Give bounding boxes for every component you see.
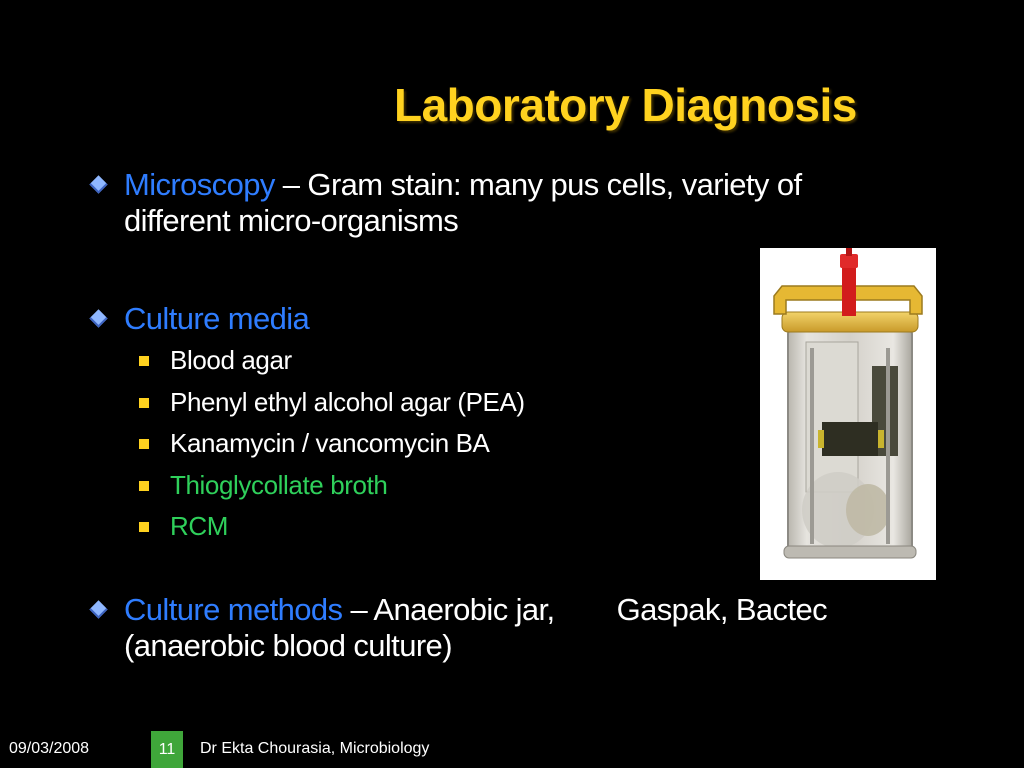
bullet-line xyxy=(124,592,827,628)
sub-item-thioglycollate xyxy=(139,470,387,500)
sub-item-label: Phenyl ethyl alcohol agar (PEA) xyxy=(170,387,525,417)
slide-title: Laboratory Diagnosis xyxy=(394,79,857,131)
diamond-bullet-icon xyxy=(89,309,107,327)
square-bullet-icon xyxy=(139,439,149,449)
diamond-bullet-icon xyxy=(89,600,107,618)
sub-item-label: Thioglycollate broth xyxy=(170,470,388,500)
square-bullet-icon xyxy=(139,481,149,491)
footer-author: Dr Ekta Chourasia, Microbiology xyxy=(200,740,430,757)
bullet-culture-methods xyxy=(92,592,827,664)
bullet-rest-right: Gaspak, Bactec xyxy=(616,592,828,627)
bullet-text xyxy=(124,592,827,664)
bullet-culture-media xyxy=(92,301,309,337)
slide-number: 11 xyxy=(151,731,183,768)
diamond-bullet-icon xyxy=(89,175,107,193)
bullet-continuation: different micro-organisms xyxy=(124,203,459,238)
bullet-line xyxy=(124,167,801,203)
square-bullet-icon xyxy=(139,356,149,366)
bullet-lead: Microscopy xyxy=(124,167,275,202)
bullet-rest: – Gram stain: many pus cells, variety of xyxy=(274,167,802,202)
sub-item-kanamycin xyxy=(139,428,489,458)
sub-item-label: RCM xyxy=(170,511,229,541)
bullet-lead: Culture methods xyxy=(124,592,343,627)
footer-date: 09/03/2008 xyxy=(9,740,90,757)
bullet-lead: Culture media xyxy=(124,301,310,336)
sub-item-label: Blood agar xyxy=(170,345,292,375)
square-bullet-icon xyxy=(139,522,149,532)
sub-item-label: Kanamycin / vancomycin BA xyxy=(170,428,490,458)
bullet-microscopy xyxy=(92,167,801,239)
bullet-text xyxy=(124,167,801,239)
bullet-continuation: (anaerobic blood culture) xyxy=(124,628,452,663)
sub-item-pea xyxy=(139,387,525,417)
anaerobic-jar-photo xyxy=(760,248,936,580)
sub-item-rcm xyxy=(139,511,228,541)
bullet-rest: – Anaerobic jar, xyxy=(342,592,555,627)
sub-item-blood-agar xyxy=(139,345,292,375)
square-bullet-icon xyxy=(139,398,149,408)
anaerobic-jar-icon xyxy=(760,248,936,580)
